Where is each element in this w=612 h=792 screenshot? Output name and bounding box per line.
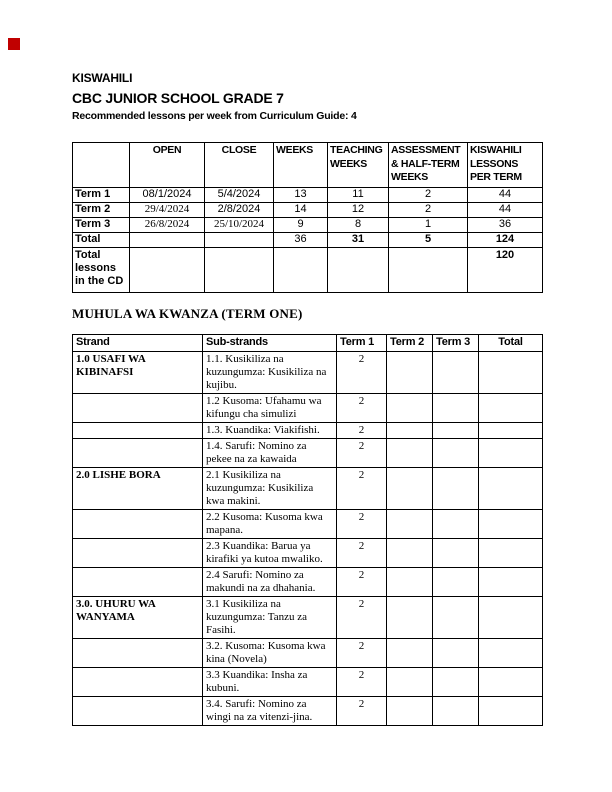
total-lessons <box>479 597 543 639</box>
page-title: KISWAHILI <box>72 71 133 85</box>
substrand-cell: 3.1 Kusikiliza na kuzungumza: Tanzu za Fasihi. <box>203 597 337 639</box>
total-lessons <box>479 668 543 697</box>
term1-lessons: 2 <box>337 639 387 668</box>
term1-lessons: 2 <box>337 697 387 726</box>
term-label: Term 1 <box>73 188 130 203</box>
total-lessons <box>479 568 543 597</box>
lessons-value: 36 <box>468 218 543 233</box>
strand-row <box>73 597 543 639</box>
total-lessons <box>479 510 543 539</box>
term1-lessons: 2 <box>337 423 387 439</box>
substrand-cell: 1.1. Kusikiliza na kuzungumza: Kusikiliza na kujibu. <box>203 352 337 394</box>
empty-cell <box>130 233 205 248</box>
corner-header <box>73 143 130 188</box>
term1-lessons: 2 <box>337 668 387 697</box>
term3-lessons <box>433 597 479 639</box>
term1-lessons: 2 <box>337 394 387 423</box>
assessment-weeks-value: 1 <box>389 218 468 233</box>
strand-table-header-row <box>73 335 543 352</box>
substrand-cell: 3.2. Kusoma: Kusoma kwa kina (Novela) <box>203 639 337 668</box>
total-lessons <box>479 468 543 510</box>
strand-row <box>73 639 543 668</box>
assessment-weeks-total: 5 <box>389 233 468 248</box>
term1-lessons: 2 <box>337 439 387 468</box>
term2-lessons <box>387 668 433 697</box>
total-lessons <box>479 697 543 726</box>
column-header-teaching-weeks: TEACHING WEEKS <box>328 143 389 188</box>
term2-lessons <box>387 423 433 439</box>
column-header-open: OPEN <box>130 143 205 188</box>
substrand-cell: 3.3 Kuandika: Insha za kubuni. <box>203 668 337 697</box>
term1-lessons: 2 <box>337 468 387 510</box>
strand-cell <box>73 639 203 668</box>
term1-lessons: 2 <box>337 352 387 394</box>
term-row-3 <box>73 218 543 233</box>
cd-lessons-label: Total lessons in the CD <box>73 248 130 293</box>
substrand-cell: 1.2 Kusoma: Ufahamu wa kifungu cha simulizi <box>203 394 337 423</box>
term2-lessons <box>387 468 433 510</box>
strand-table <box>72 334 543 726</box>
red-square-marker <box>8 38 20 50</box>
term3-lessons <box>433 539 479 568</box>
total-lessons <box>479 352 543 394</box>
term3-lessons <box>433 423 479 439</box>
empty-cell <box>205 233 274 248</box>
term3-lessons <box>433 352 479 394</box>
substrand-cell: 1.3. Kuandika: Viakifishi. <box>203 423 337 439</box>
term2-lessons <box>387 394 433 423</box>
strand-row <box>73 439 543 468</box>
total-row <box>73 233 543 248</box>
lessons-value: 44 <box>468 203 543 218</box>
strand-row <box>73 697 543 726</box>
teaching-weeks-value: 12 <box>328 203 389 218</box>
term2-lessons <box>387 439 433 468</box>
column-header-substrands: Sub-strands <box>203 335 337 352</box>
term-label: Term 2 <box>73 203 130 218</box>
section-heading: MUHULA WA KWANZA (TERM ONE) <box>72 306 303 321</box>
term-row-1 <box>73 188 543 203</box>
column-header-weeks: WEEKS <box>274 143 328 188</box>
cd-lessons-total: 120 <box>468 248 543 293</box>
page-subtitle: CBC JUNIOR SCHOOL GRADE 7 <box>72 90 284 106</box>
close-date: 5/4/2024 <box>205 188 274 203</box>
term2-lessons <box>387 510 433 539</box>
substrand-cell: 2.3 Kuandika: Barua ya kirafiki ya kutoa mwaliko. <box>203 539 337 568</box>
strand-cell: 3.0. UHURU WA WANYAMA <box>73 597 203 639</box>
cd-lessons-row <box>73 248 543 293</box>
term2-lessons <box>387 639 433 668</box>
column-header-strand: Strand <box>73 335 203 352</box>
total-lessons <box>479 394 543 423</box>
strand-cell: 2.0 LISHE BORA <box>73 468 203 510</box>
term3-lessons <box>433 468 479 510</box>
substrand-cell: 2.4 Sarufi: Nomino za makundi na za dhahania. <box>203 568 337 597</box>
assessment-weeks-value: 2 <box>389 203 468 218</box>
term2-lessons <box>387 568 433 597</box>
term-row-2 <box>73 203 543 218</box>
term-table-header-row <box>73 143 543 188</box>
column-header-term1: Term 1 <box>337 335 387 352</box>
column-header-close: CLOSE <box>205 143 274 188</box>
strand-cell <box>73 439 203 468</box>
strand-cell <box>73 539 203 568</box>
substrand-cell: 1.4. Sarufi: Nomino za pekee na za kawaida <box>203 439 337 468</box>
total-lessons <box>479 439 543 468</box>
term2-lessons <box>387 352 433 394</box>
term1-lessons: 2 <box>337 597 387 639</box>
term3-lessons <box>433 510 479 539</box>
total-lessons <box>479 539 543 568</box>
teaching-weeks-total: 31 <box>328 233 389 248</box>
lessons-value: 44 <box>468 188 543 203</box>
empty-cell <box>389 248 468 293</box>
empty-cell <box>328 248 389 293</box>
strand-row <box>73 394 543 423</box>
total-lessons <box>479 639 543 668</box>
strand-cell <box>73 394 203 423</box>
term3-lessons <box>433 394 479 423</box>
column-header-kiswahili-lessons: KISWAHILI LESSONS PER TERM <box>468 143 543 188</box>
weeks-value: 13 <box>274 188 328 203</box>
strand-cell <box>73 510 203 539</box>
teaching-weeks-value: 8 <box>328 218 389 233</box>
total-lessons <box>479 423 543 439</box>
column-header-term2: Term 2 <box>387 335 433 352</box>
strand-row <box>73 468 543 510</box>
lessons-note: Recommended lessons per week from Curriculum Guide: 4 <box>72 110 357 122</box>
term-dates-table <box>72 142 543 293</box>
strand-cell <box>73 568 203 597</box>
weeks-value: 14 <box>274 203 328 218</box>
assessment-weeks-value: 2 <box>389 188 468 203</box>
empty-cell <box>130 248 205 293</box>
column-header-total: Total <box>479 335 543 352</box>
strand-cell: 1.0 USAFI WA KIBINAFSI <box>73 352 203 394</box>
close-date: 25/10/2024 <box>205 218 274 233</box>
teaching-weeks-value: 11 <box>328 188 389 203</box>
substrand-cell: 3.4. Sarufi: Nomino za wingi na za vitenzi-jina. <box>203 697 337 726</box>
empty-cell <box>205 248 274 293</box>
strand-row <box>73 539 543 568</box>
term-label: Term 3 <box>73 218 130 233</box>
strand-row <box>73 423 543 439</box>
total-label: Total <box>73 233 130 248</box>
open-date: 08/1/2024 <box>130 188 205 203</box>
column-header-assessment-weeks: ASSESSMENT & HALF-TERM WEEKS <box>389 143 468 188</box>
term3-lessons <box>433 668 479 697</box>
term2-lessons <box>387 597 433 639</box>
strand-row <box>73 568 543 597</box>
term3-lessons <box>433 568 479 597</box>
term2-lessons <box>387 539 433 568</box>
open-date: 29/4/2024 <box>130 203 205 218</box>
empty-cell <box>274 248 328 293</box>
term1-lessons: 2 <box>337 568 387 597</box>
strand-row <box>73 510 543 539</box>
strand-cell <box>73 668 203 697</box>
substrand-cell: 2.1 Kusikiliza na kuzungumza: Kusikiliza kwa makini. <box>203 468 337 510</box>
strand-row <box>73 668 543 697</box>
weeks-total: 36 <box>274 233 328 248</box>
close-date: 2/8/2024 <box>205 203 274 218</box>
term1-lessons: 2 <box>337 510 387 539</box>
weeks-value: 9 <box>274 218 328 233</box>
term3-lessons <box>433 697 479 726</box>
open-date: 26/8/2024 <box>130 218 205 233</box>
strand-row <box>73 352 543 394</box>
strand-cell <box>73 423 203 439</box>
column-header-term3: Term 3 <box>433 335 479 352</box>
term1-lessons: 2 <box>337 539 387 568</box>
lessons-total: 124 <box>468 233 543 248</box>
term3-lessons <box>433 439 479 468</box>
substrand-cell: 2.2 Kusoma: Kusoma kwa mapana. <box>203 510 337 539</box>
term2-lessons <box>387 697 433 726</box>
term3-lessons <box>433 639 479 668</box>
strand-cell <box>73 697 203 726</box>
